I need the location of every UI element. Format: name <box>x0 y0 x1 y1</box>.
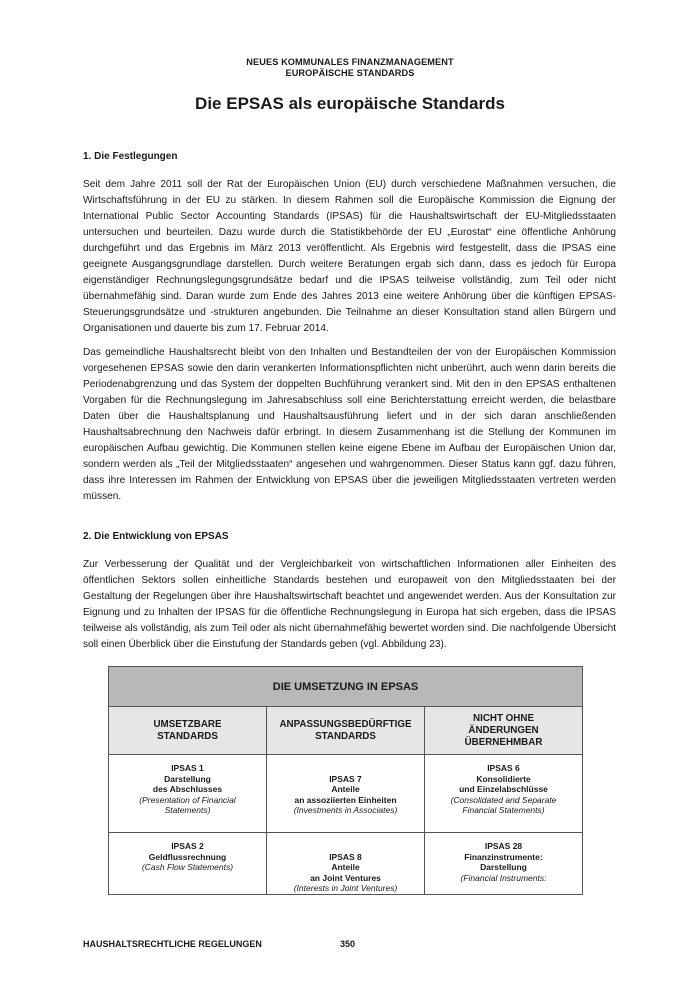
column-header-implementable: UMSETZBARE STANDARDS <box>109 707 267 755</box>
section-2-heading: 2. Die Entwicklung von EPSAS <box>83 531 229 542</box>
footer-title: HAUSHALTSRECHTLICHE REGELUNGEN <box>83 939 262 949</box>
table-row <box>109 755 583 833</box>
running-header-line-2: EUROPÄISCHE STANDARDS <box>285 68 415 78</box>
section-1-paragraph-2 <box>83 345 616 505</box>
section-1-paragraph-1 <box>83 177 616 337</box>
table-row <box>109 833 583 895</box>
table-header-row <box>109 707 583 755</box>
column-header-not-adoptable: NICHT OHNE ÄNDERUNGEN ÜBERNEHMBAR <box>425 707 583 755</box>
table-cell-ipsas-8: IPSAS 8 Anteile an Joint Ventures (Interests in Joint Ventures) <box>267 833 425 895</box>
table-cell-ipsas-28: IPSAS 28 Finanzinstrumente: Darstellung (Financial Instruments: <box>425 833 583 895</box>
section-2-paragraph-1 <box>83 557 616 653</box>
section-1-heading: 1. Die Festlegungen <box>83 151 178 162</box>
table-cell-ipsas-2: IPSAS 2 Geldflussrechnung (Cash Flow Statements) <box>109 833 267 895</box>
epsas-overview-table <box>108 666 583 895</box>
column-header-needs-adjustment: ANPASSUNGSBEDÜRFTIGE STANDARDS <box>267 707 425 755</box>
table-cell-ipsas-6: IPSAS 6 Konsolidierte und Einzelabschlüsse (Consolidated and Separate Financial Statements) <box>425 755 583 833</box>
paragraph-text: Das gemeindliche Haushaltsrecht bleibt von den Inhalten und Bestandteilen der von der Europäischen Kommission vorgesehenen EPSAS sowie den darin verankerten Informationspflichten nicht unberührt, auch wenn darin bereits die Periodenabgrenzung und das System der doppelten Buchführung verankert sind. Mit den in den EPSAS enthaltenen Vorgaben für die Rechnungslegung im Jahresabschluss soll eine Berichterstattung erreicht werden, die belastbare Daten über die Haushaltsplanung und Haushaltsausführung liefert und in der sich daran anschließenden Haushaltsabrechnung den Nachweis dafür erbringt. In diesem Zusammenhang ist die Stellung der Kommunen im europäischen Aufbau gewichtig. Die Kommunen stellen keine eigene Ebene im Aufbau der Europäischen Union dar, sondern werden als „Teil der Mitgliedsstaaten“ angesehen und wahrgenommen. Dieser Status kann ggf. dazu führen, dass ihre Interessen im Rahmen der Entwicklung von EPSAS über die jeweiligen Mitgliedsstaaten vertreten werden müssen. <box>83 347 616 502</box>
page-number: 350 <box>340 939 356 949</box>
page-title: Die EPSAS als europäische Standards <box>195 94 505 113</box>
paragraph-text: Seit dem Jahre 2011 soll der Rat der Europäischen Union (EU) durch verschiedene Maßnahmen versuchen, die Wirtschaftsführung in der EU zu stärken. In diesem Rahmen soll die Europäische Kommission die Eignung der International Public Sector Accounting Standards (IPSAS) für die Haushaltswirtschaft der EU-Mitgliedsstaaten untersuchen und beurteilen. Dazu wurde durch die Statistikbehörde der EU „Eurostat“ eine öffentliche Anhörung durchgeführt und das Ergebnis im März 2013 veröffentlicht. Als Ergebnis wird festgestellt, dass die IPSAS eine geeignete Ausgangsgrundlage darstellen. Durch weitere Beratungen ergab sich dann, dass es jedoch für Europa eigenständiger Rechnungslegungsgrundsätze bedarf und die IPSAS teilweise vollständig, zum Teil oder nicht übernahmefähig sind. Daran wurde zum Ende des Jahres 2013 eine weitere Anhörung über die künftigen EPSAS-Steuerungsgrundsätze und -strukturen angebunden. Die Teilnahme an dieser Konsultation stand allen Bürgern und Organisationen und dauerte bis zum 17. Februar 2014. <box>83 179 616 334</box>
table-cell-ipsas-1: IPSAS 1 Darstellung des Abschlusses (Presentation of Financial Statements) <box>109 755 267 833</box>
running-header-line-1: NEUES KOMMUNALES FINANZMANAGEMENT <box>246 57 454 67</box>
paragraph-text: Zur Verbesserung der Qualität und der Vergleichbarkeit von wirtschaftlichen Informationen aller Einheiten des öffentlichen Sektors sollen einheitliche Standards bestehen und europaweit von den Mitgliedsstaaten bei der Gestaltung der Regelungen über ihre Haushaltswirtschaft beachtet und angewendet werden. Aus der Konsultation zur Eignung und zu Inhalten der IPSAS für die öffentliche Rechnungslegung in Europa hat sich ergeben, dass die IPSAS teilweise als vollständig, als zum Teil oder als nicht übernahmefähig bewertet worden sind. Die nachfolgende Übersicht soll einen Überblick über die Einstufung der Standards geben (vgl. Abbildung 23). <box>83 559 616 650</box>
table-title: DIE UMSETZUNG IN EPSAS <box>109 667 583 707</box>
table-cell-ipsas-7: IPSAS 7 Anteile an assoziierten Einheiten (Investments in Associates) <box>267 755 425 833</box>
